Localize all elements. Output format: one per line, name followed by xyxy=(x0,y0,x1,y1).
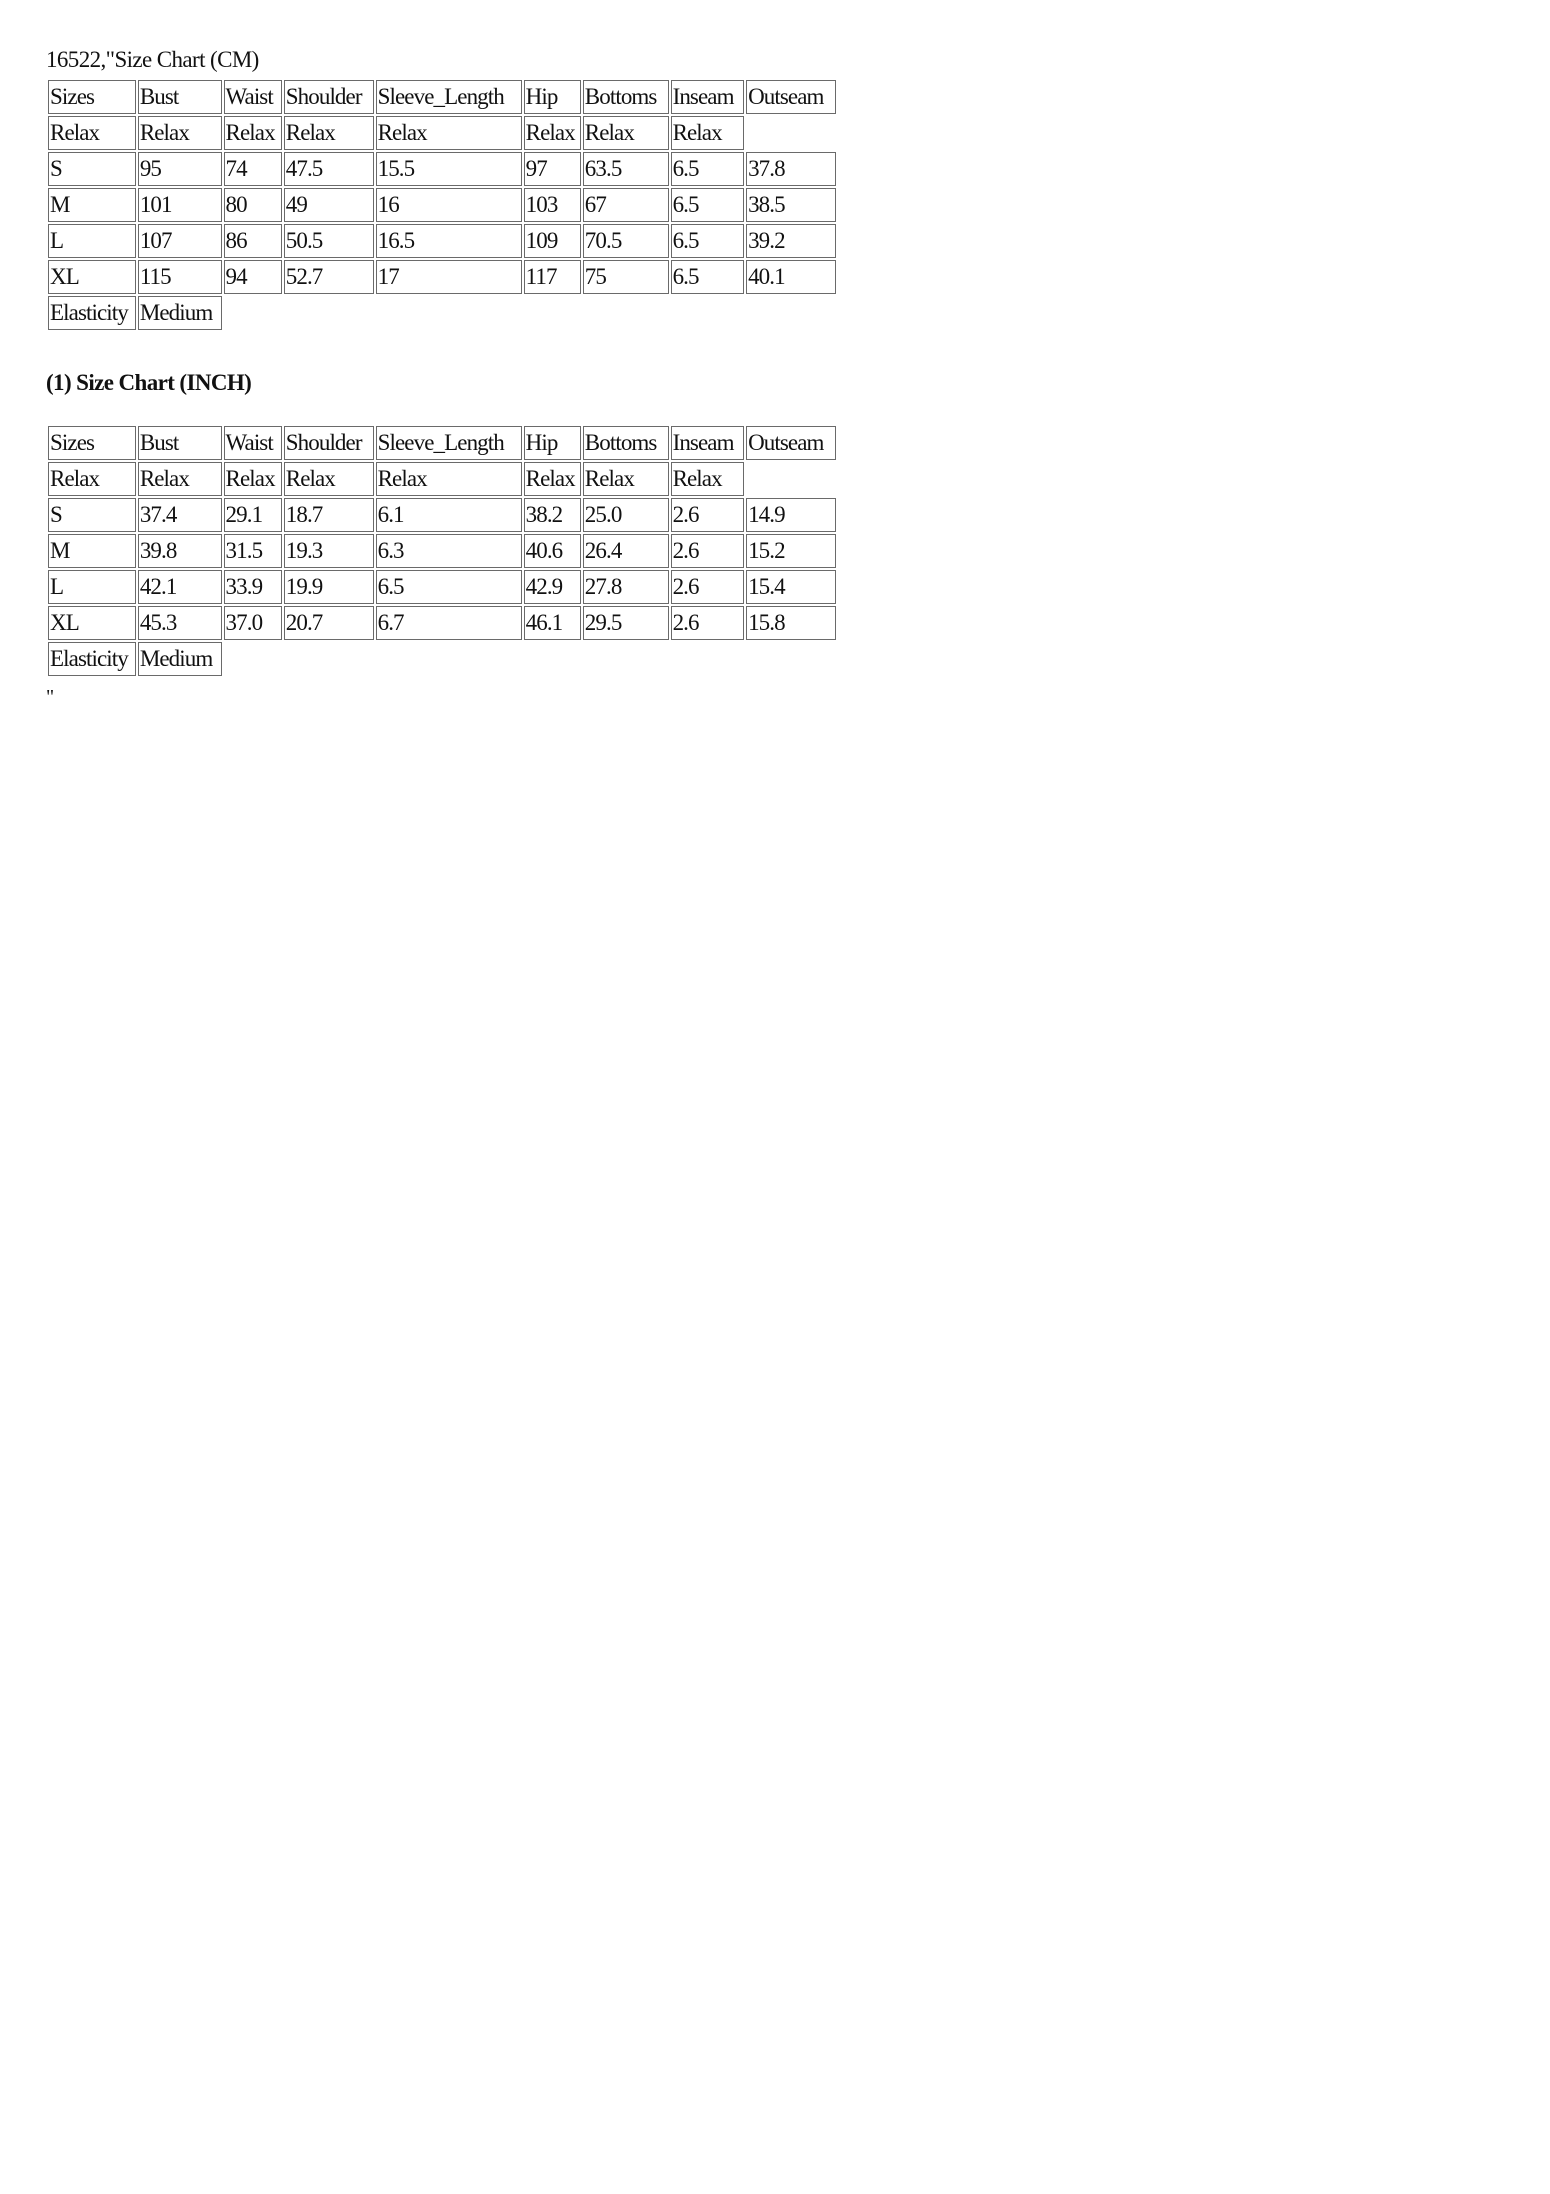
section-title: (1) Size Chart (INCH) xyxy=(46,370,252,395)
closing-quote: " xyxy=(46,686,55,708)
empty-cell xyxy=(284,642,374,676)
table-cell: 27.8 xyxy=(583,570,669,604)
table-cell: 38.5 xyxy=(746,188,836,222)
table-cell: 115 xyxy=(138,260,222,294)
elasticity-value-cell: Medium xyxy=(138,642,222,676)
table-cell: 2.6 xyxy=(671,534,745,568)
table-cell: 6.3 xyxy=(376,534,522,568)
table-cell: 2.6 xyxy=(671,498,745,532)
table-cell: 86 xyxy=(224,224,282,258)
table-cell: 80 xyxy=(224,188,282,222)
empty-cell xyxy=(671,296,745,330)
table-row xyxy=(48,534,836,568)
fit-cell: Relax xyxy=(48,462,136,496)
table-cell: 94 xyxy=(224,260,282,294)
fit-cell: Relax xyxy=(524,462,581,496)
table-cell: 19.9 xyxy=(284,570,374,604)
table-cell: 42.9 xyxy=(524,570,581,604)
table-cell: 103 xyxy=(524,188,581,222)
table-cell: 6.5 xyxy=(671,224,745,258)
table-cell: 2.6 xyxy=(671,570,745,604)
fit-cell: Relax xyxy=(48,116,136,150)
table-cell: 15.4 xyxy=(746,570,836,604)
table-cell: 6.5 xyxy=(376,570,522,604)
header-cell: Hip xyxy=(524,80,581,114)
header-cell: Bottoms xyxy=(583,426,669,460)
empty-cell xyxy=(746,642,836,676)
size-cell: XL xyxy=(48,606,136,640)
table-cell: 20.7 xyxy=(284,606,374,640)
table-cell: 33.9 xyxy=(224,570,282,604)
empty-cell xyxy=(583,296,669,330)
table-cell: 25.0 xyxy=(583,498,669,532)
table-cell: 38.2 xyxy=(524,498,581,532)
table-cell: 15.8 xyxy=(746,606,836,640)
header-cell: Waist xyxy=(224,426,282,460)
table-cell: 14.9 xyxy=(746,498,836,532)
fit-cell: Relax xyxy=(376,462,522,496)
table-cell: 67 xyxy=(583,188,669,222)
table-cell: 29.5 xyxy=(583,606,669,640)
elasticity-row xyxy=(48,642,836,676)
table-cell: 18.7 xyxy=(284,498,374,532)
header-cell: Sleeve_Length xyxy=(376,426,522,460)
table-row xyxy=(48,498,836,532)
table-cell: 37.0 xyxy=(224,606,282,640)
table-row xyxy=(48,606,836,640)
empty-cell xyxy=(746,296,836,330)
table-cell: 40.6 xyxy=(524,534,581,568)
fit-cell: Relax xyxy=(138,462,222,496)
elasticity-value-cell: Medium xyxy=(138,296,222,330)
fit-row xyxy=(48,462,836,496)
table-cell: 6.5 xyxy=(671,152,745,186)
fit-cell: Relax xyxy=(583,116,669,150)
document-heading: 16522,"Size Chart (CM) xyxy=(46,47,259,72)
table-cell: 63.5 xyxy=(583,152,669,186)
size-chart-cm-table xyxy=(46,78,838,332)
size-cell: S xyxy=(48,498,136,532)
size-cell: M xyxy=(48,188,136,222)
fit-cell: Relax xyxy=(671,462,745,496)
table-cell: 16 xyxy=(376,188,522,222)
size-cell: S xyxy=(48,152,136,186)
table-cell: 2.6 xyxy=(671,606,745,640)
table-row xyxy=(48,224,836,258)
table-cell: 31.5 xyxy=(224,534,282,568)
empty-cell xyxy=(746,462,836,496)
empty-cell xyxy=(376,642,522,676)
table-cell: 6.5 xyxy=(671,188,745,222)
empty-cell xyxy=(284,296,374,330)
table-row xyxy=(48,152,836,186)
fit-cell: Relax xyxy=(224,116,282,150)
header-cell: Outseam xyxy=(746,80,836,114)
table-cell: 15.2 xyxy=(746,534,836,568)
table-cell: 109 xyxy=(524,224,581,258)
table-cell: 70.5 xyxy=(583,224,669,258)
header-cell: Outseam xyxy=(746,426,836,460)
fit-cell: Relax xyxy=(138,116,222,150)
empty-cell xyxy=(224,642,282,676)
header-cell: Sizes xyxy=(48,80,136,114)
size-cell: M xyxy=(48,534,136,568)
table-header-row xyxy=(48,426,836,460)
empty-cell xyxy=(524,296,581,330)
empty-cell xyxy=(746,116,836,150)
table-cell: 19.3 xyxy=(284,534,374,568)
table-cell: 39.8 xyxy=(138,534,222,568)
header-cell: Sizes xyxy=(48,426,136,460)
elasticity-label-cell: Elasticity xyxy=(48,296,136,330)
fit-cell: Relax xyxy=(224,462,282,496)
table-row xyxy=(48,260,836,294)
table-row xyxy=(48,188,836,222)
table-cell: 49 xyxy=(284,188,374,222)
fit-cell: Relax xyxy=(524,116,581,150)
elasticity-label-cell: Elasticity xyxy=(48,642,136,676)
table-cell: 29.1 xyxy=(224,498,282,532)
size-cell: XL xyxy=(48,260,136,294)
table-cell: 117 xyxy=(524,260,581,294)
empty-cell xyxy=(524,642,581,676)
table-cell: 42.1 xyxy=(138,570,222,604)
table-cell: 40.1 xyxy=(746,260,836,294)
table-row xyxy=(48,570,836,604)
size-cell: L xyxy=(48,570,136,604)
table-cell: 50.5 xyxy=(284,224,374,258)
table-cell: 37.4 xyxy=(138,498,222,532)
empty-cell xyxy=(671,642,745,676)
empty-cell xyxy=(583,642,669,676)
table-cell: 37.8 xyxy=(746,152,836,186)
table-cell: 6.7 xyxy=(376,606,522,640)
table-cell: 16.5 xyxy=(376,224,522,258)
table-cell: 47.5 xyxy=(284,152,374,186)
empty-cell xyxy=(224,296,282,330)
fit-cell: Relax xyxy=(284,116,374,150)
header-cell: Inseam xyxy=(671,426,745,460)
table-header-row xyxy=(48,80,836,114)
header-cell: Bottoms xyxy=(583,80,669,114)
header-cell: Shoulder xyxy=(284,80,374,114)
header-cell: Inseam xyxy=(671,80,745,114)
fit-cell: Relax xyxy=(284,462,374,496)
table-cell: 6.1 xyxy=(376,498,522,532)
elasticity-row xyxy=(48,296,836,330)
fit-cell: Relax xyxy=(671,116,745,150)
header-cell: Shoulder xyxy=(284,426,374,460)
table-cell: 107 xyxy=(138,224,222,258)
header-cell: Hip xyxy=(524,426,581,460)
table-cell: 46.1 xyxy=(524,606,581,640)
table-cell: 95 xyxy=(138,152,222,186)
header-cell: Sleeve_Length xyxy=(376,80,522,114)
table-cell: 39.2 xyxy=(746,224,836,258)
size-cell: L xyxy=(48,224,136,258)
table-cell: 52.7 xyxy=(284,260,374,294)
table-cell: 97 xyxy=(524,152,581,186)
fit-row xyxy=(48,116,836,150)
table-cell: 75 xyxy=(583,260,669,294)
fit-cell: Relax xyxy=(583,462,669,496)
header-cell: Bust xyxy=(138,426,222,460)
table-cell: 101 xyxy=(138,188,222,222)
size-chart-inch-table xyxy=(46,424,838,678)
header-cell: Waist xyxy=(224,80,282,114)
table-cell: 26.4 xyxy=(583,534,669,568)
header-cell: Bust xyxy=(138,80,222,114)
table-cell: 45.3 xyxy=(138,606,222,640)
table-cell: 17 xyxy=(376,260,522,294)
table-cell: 15.5 xyxy=(376,152,522,186)
table-cell: 74 xyxy=(224,152,282,186)
fit-cell: Relax xyxy=(376,116,522,150)
table-cell: 6.5 xyxy=(671,260,745,294)
empty-cell xyxy=(376,296,522,330)
